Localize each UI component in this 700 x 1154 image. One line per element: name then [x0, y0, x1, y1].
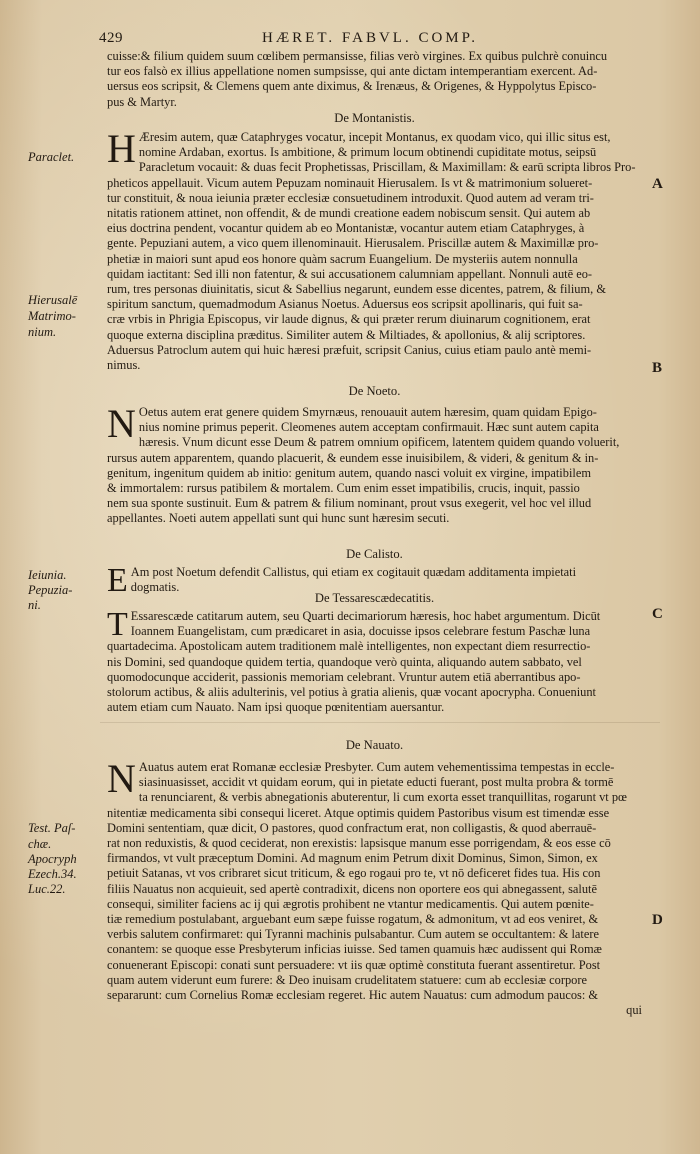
text-line: uersus eos scripsit, & Clemens quem ante diximus, & Irenæus, & Origenes, & Hyppolytus Episco- — [107, 79, 597, 94]
margin-note: Ieiunia. — [28, 568, 67, 582]
section-heading: De Tessarescædecatitis. — [314, 591, 435, 605]
text-line: quam autem viderunt eum furere: & Deo inuisam crudelitatem statuere: cum ab ecclesiæ corpore — [107, 972, 587, 987]
text-line: phetiæ in maiori sunt apud eos honore quàm sacrum Euangelium. De mysteriis autem nonnulla — [107, 251, 578, 266]
text-line: quomodocunque acciderit, passionis memoriam celebrant. Vruntur autem etiā aberrantibus apo- — [107, 669, 581, 684]
text-line: cuisse:& filium quidem suum cœlibem permansisse, filias verò virgines. Ex quibus pulchrè conuincu — [107, 49, 608, 63]
text-line: Oetus autem erat genere quidem Smyrnæus, renouauit autem hæresim, quam quidam Epigo- — [138, 405, 597, 419]
catchword: qui — [626, 1003, 642, 1018]
section-body-noeto — [107, 401, 642, 527]
text-line: nitatis rationem attinet, non offendit, & de mundi creatione eadem nobiscum sensit. Qui autem ab — [107, 206, 591, 221]
text-line: nimus. — [107, 358, 141, 373]
text-line: firmandos, vt vult præceptum Domini. Ad magnum enim Petrum dixit Dominus, Simon, Simon, ex — [107, 851, 598, 866]
text-line: rum, tres personas diuinitatis, sicut & Sabellius negarunt, eundem esse dicentes, patrem, & filium, & — [107, 282, 606, 297]
margin-letter-c: C — [652, 606, 663, 622]
margin-letter-d: D — [652, 912, 663, 928]
text-line: quidam iactitant: Sed illi non fatentur, & sui accusationem calumniam appellant. Nonnuli autē eo- — [107, 266, 593, 281]
text-line: pus & Martyr. — [107, 94, 177, 109]
drop-cap: H — [107, 126, 136, 171]
text-line: Ioannem Euangelistam, cum prædicaret in asia, docuisse ipsos celebrare festum Paschæ luna — [130, 624, 591, 639]
text-line: genitum, ingenitum quidem ab initio: genitum autem, quando nasci voluit ex virgine, impatibilem — [107, 465, 591, 480]
margin-note: nium. — [28, 325, 57, 339]
text-line: rursus autem apparentem, quando placuerit, & eundem esse inuisibilem, & videri, & genitum & in- — [107, 450, 599, 465]
text-line: separarunt: cum Cornelius Romæ ecclesiam regeret. Hic autem Nauatus: cum admodum paucos: & — [107, 988, 599, 1003]
section-heading: De Montanistis. — [334, 111, 415, 125]
text-line: nitentiæ medicamenta sibi consequi liceret. Atque optimis quidem Pastoribus visum est timendæ esse — [107, 805, 610, 820]
text-line: & immortalem: rursus patibilem & mortalem. Cum enim esset impatibilis, crucis, inquit, passio — [107, 481, 580, 496]
text-line: nem sua sponte sustinuit. Eum & patrem & filium nominant, prout vsus exegerit, vel hoc vel illud — [107, 496, 592, 511]
margin-note: Pepuzia- — [28, 583, 73, 597]
text-line: Am post Noetum defendit Callistus, qui etiam ex cogitauit quædam additamenta impietati — [130, 565, 577, 579]
text-line: petiuit Satanas, vt vos cribraret sicut triticum, & ego rogaui pro te, vt nō deficeret fides tua. His con — [107, 866, 601, 881]
page-number: 429 — [99, 30, 123, 46]
text-line: cræ vrbis in Phrigia Episcopus, vir laude dignus, & qui præter rerum diuinarum cognitionem, erat — [107, 312, 591, 327]
text-line: quartadecima. Apostolicam autem traditionem malè intelligentes, non expectant diem resurrectio- — [107, 639, 591, 654]
margin-note: Ezech.34. — [28, 867, 77, 881]
text-line: stolorum actibus, & aliis adulterinis, vel potius à gratia alienis, quæ vocant apocrypha. Conueniunt — [107, 685, 596, 700]
text-line: nius nomine primus peperit. Cleomenes autem acceptam confirmauit. Hæc sunt autem capita — [138, 420, 599, 435]
margin-note: ni. — [28, 598, 41, 612]
text-line: consequi, similiter faciens ac ij qui ægrotis prohibent ne vtantur medicamentis. Qui autem pœnite- — [107, 896, 594, 911]
text-line: gente. Pepuziani autem, a vico quem illenominauit. Hierusalem. Priscillæ autem & Maximillæ pro- — [107, 236, 599, 251]
text-line: siasinuasisset, accidit vt quidam eorum, qui in pietate educti fuerant, post multa probra & tormē — [138, 775, 614, 790]
text-line: quoque externa disciplina præditus. Similiter autem & Miltiades, & apollonius, & alij scriptores. — [107, 327, 586, 342]
text-line: Auatus autem erat Romanæ ecclesiæ Presbyter. Cum autem vehementissima tempestas in eccle- — [138, 760, 615, 774]
text-line: verbis salutem confirmaret: qui Tyranni machinis pulsabantur. Cum autem se occultantem: & latere — [107, 927, 599, 942]
running-title: HÆRET. FABVL. COMP. — [262, 30, 479, 46]
section-heading: De Noeto. — [348, 384, 401, 398]
text-line: tur constituit, & noua ieiunia præter ecclesiæ consuetudinem introduxit. Quod autem ad veram tri- — [107, 190, 594, 205]
text-line: rat non reduxistis, & quod ceciderat, non erexistis: lapsisque manum esse porrigendam, & eos esse cō — [107, 836, 611, 851]
text-line: nomine Ardaban, exortus. Is ambitione, & primum locum obtinendi cupiditate motus, seipsū — [138, 145, 597, 160]
text-line: tur eos falsò ex illius appellatione nomen sumpsisse, qui ante dictam intemperantiam exercent. Ad- — [107, 64, 598, 79]
margin-note: Apocryph — [28, 852, 77, 866]
text-line: tiæ remedium postulabant, arguebant eum sæpe fuisse rogatum, & admonitum, vt ad eos veniret, & — [107, 912, 599, 927]
text-line: filiis Nauatus non acquieuit, sed apertè contradixit, dicens non oportere eos qui abnegassent, salutē — [107, 881, 597, 896]
drop-cap: E — [107, 562, 128, 599]
text-line: autem etiam cum Nauato. Nam ipsi quoque pœnitentiam auersantur. — [107, 700, 445, 715]
margin-note: Paraclet. — [28, 150, 75, 164]
drop-cap: T — [107, 606, 128, 643]
text-line: hæresis. Vnum dicunt esse Deum & patrem omnium opificem, latentem quidem quando voluerit, — [138, 435, 620, 450]
text-line: ta renunciarent, & verbis abnegationis abuterentur, li cum exorta esset tranquillitas, rogarunt vt pœ — [138, 790, 627, 805]
continuation-paragraph — [107, 49, 642, 110]
drop-cap: N — [107, 756, 136, 801]
divider — [100, 722, 660, 723]
margin-note: Test. Paſ- — [28, 821, 76, 835]
section-body-montanistis — [107, 126, 642, 373]
margin-note: Matrimo- — [28, 309, 76, 323]
section-body-nauato — [107, 756, 642, 1018]
text-line: Paracletum vocauit: & duas fecit Prophetissas, Priscillam, & Maximillam: & earū scripta libros Pro- — [138, 160, 636, 175]
text-line: spiritum sanctum, quemadmodum Asianus Noetus. Aduersus eos scripsit apollinaris, qui fuit sa- — [107, 297, 583, 312]
text-line: eius doctrina pendent, vocantur quidem ab eo Montanistæ, vocantur autem etiam Cataphryges, à — [107, 221, 585, 236]
text-line: Domini sententiam, quæ dicit, O pastores, quod confractum erat, non colligastis, & quod aberrauē- — [107, 820, 597, 835]
text-line: pheticos appellauit. Vicum autem Pepuzam nominauit Hierusalem. Is vt & matrimonium solueret- — [107, 175, 593, 190]
text-line: nis Domini, sed quandoque quidem tertia, quandoque verò quinta, aliquando autem sabbato, vel — [107, 654, 582, 669]
section-heading: De Nauato. — [345, 738, 404, 752]
text-line: conantem: se quoque esse Presbyterum inficias iuisse. Sed tamen quamuis hæc audissent qui Romæ — [107, 942, 602, 957]
text-line: Essarescæde catitarum autem, seu Quarti decimariorum hæresis, hoc habet argumentum. Dicūt — [130, 609, 601, 623]
text-line: conuenerant Episcopi: conati sunt persuadere: vt iis quæ optimè constituta fuerant assentiretur. Post — [107, 957, 601, 972]
text-line: Æresim autem, quæ Cataphryges vocatur, incepit Montanus, ex quodam vico, qui illic situs est, — [138, 130, 611, 144]
section-heading: De Calisto. — [346, 547, 403, 561]
margin-letter-a: A — [652, 176, 663, 192]
margin-note: chæ. — [28, 837, 52, 851]
text-line: appellantes. Noeti autem appellati sunt qui hunc sunt hæresim secuti. — [107, 511, 450, 526]
margin-letter-b: B — [652, 360, 663, 376]
margin-note: Luc.22. — [28, 882, 66, 896]
drop-cap: N — [107, 401, 136, 446]
section-body-tessarescaedecatitis — [107, 606, 642, 715]
margin-note: Hierusalē — [28, 293, 78, 307]
text-line: Aduersus Patroclum autem qui huic hæresi præfuit, scripsit Canius, cuius etiam paulo antè memi- — [107, 342, 592, 357]
text-line: dogmatis. — [130, 580, 180, 595]
